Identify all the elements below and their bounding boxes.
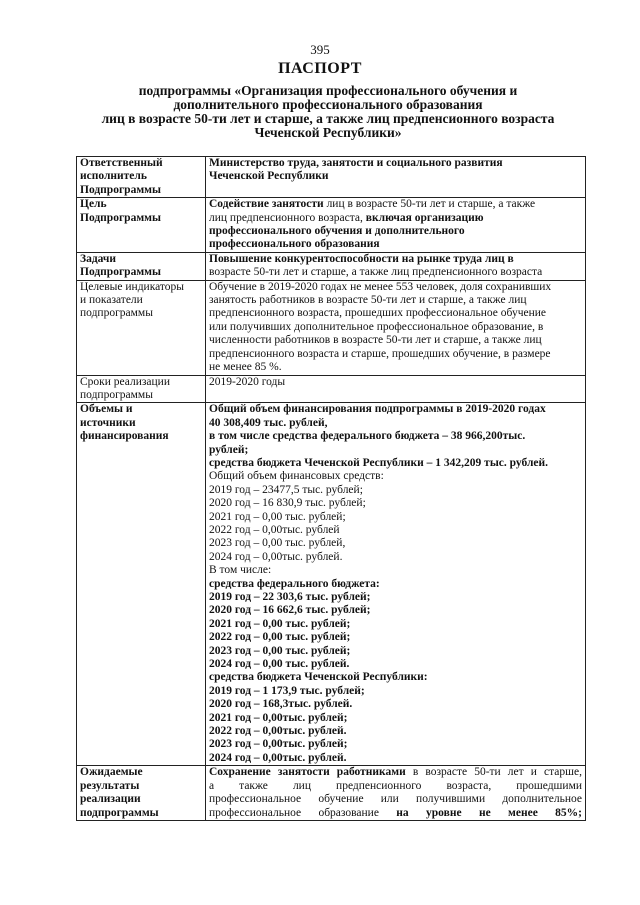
row-label-line: Задачи	[80, 252, 117, 265]
row-value-line: Общий объем финансирования подпрограммы в 2019-2020 годах	[209, 403, 546, 416]
passport-row	[77, 252, 586, 280]
value-text-segment: Содействие занятости	[209, 198, 324, 211]
passport-table	[76, 156, 586, 821]
row-value-cell	[206, 198, 586, 253]
row-value-line: в том числе средства федерального бюджета – 38 966,200тыс.	[209, 430, 526, 443]
row-value-cell	[206, 375, 586, 403]
row-value-line: Чеченской Республики	[209, 170, 329, 183]
row-value-line: В том числе:	[209, 564, 272, 577]
row-value-line: Повышение конкурентоспособности на рынке труда лиц в	[209, 252, 514, 265]
row-label-line: источники	[80, 416, 136, 429]
row-value-line: предпенсионного возраста и старше, прошедших обучение, в размере	[209, 347, 551, 360]
passport-row	[77, 375, 586, 403]
row-label-line: Подпрограммы	[80, 266, 161, 279]
row-value-line: 40 308,409 тыс. рублей,	[209, 416, 328, 429]
row-value-line: численности работников в возрасте 50-ти лет и старше, а также лиц	[209, 334, 542, 347]
passport-row	[77, 280, 586, 375]
document-title: ПАСПОРТ	[278, 60, 362, 77]
row-label-line: подпрограммы	[80, 806, 159, 819]
row-label-line: Целевые индикаторы	[80, 280, 185, 293]
row-value-line: 2019-2020 годы	[209, 375, 286, 388]
row-value-line: 2022 год – 0,00тыс. рублей.	[209, 725, 347, 738]
row-label-line: подпрограммы	[80, 307, 153, 320]
row-value-line: средства федерального бюджета:	[209, 577, 380, 590]
row-value-line: Общий объем финансовых средств:	[209, 470, 384, 483]
row-value-line: занятость работников в возрасте 50-ти лет и старше, а также лиц	[209, 294, 527, 307]
row-value-line: 2021 год – 0,00 тыс. рублей;	[209, 617, 351, 630]
row-value-line: 2024 год – 0,00тыс. рублей.	[209, 751, 347, 764]
row-label-line: Сроки реализации	[80, 375, 170, 388]
row-value-cell	[206, 403, 586, 766]
row-label-line: результаты	[80, 779, 140, 792]
row-label-cell	[77, 157, 206, 198]
row-value-line: 2023 год – 0,00тыс. рублей;	[209, 738, 348, 751]
row-label-line: финансирования	[80, 430, 169, 443]
row-label-line: исполнитель	[80, 170, 147, 183]
value-text-segment: профессиональное образование	[209, 806, 397, 819]
passport-row	[77, 403, 586, 766]
document-subtitle	[78, 84, 578, 140]
passport-row	[77, 157, 586, 198]
subtitle-line: дополнительного профессионального образования	[173, 97, 483, 112]
row-label-line: Подпрограммы	[80, 183, 161, 196]
row-label-line: реализации	[80, 793, 141, 806]
row-value-line	[209, 766, 582, 779]
passport-row	[77, 766, 586, 821]
value-text-segment: включая организацию	[365, 211, 484, 224]
row-value-line: 2022 год – 0,00тыс. рублей	[209, 523, 340, 536]
row-label-cell	[77, 198, 206, 253]
row-value-line	[209, 807, 582, 820]
row-value-line: 2021 год – 0,00 тыс. рублей;	[209, 510, 346, 523]
row-value-line: 2024 год – 0,00 тыс. рублей.	[209, 658, 350, 671]
value-text-segment: лиц в возрасте 50-ти лет и старше, а также	[323, 198, 536, 211]
row-value-cell	[206, 280, 586, 375]
row-label-line: Подпрограммы	[80, 211, 161, 224]
row-value-line: не менее 85 %.	[209, 361, 282, 374]
subtitle-line: Чеченской Республики»	[254, 125, 402, 140]
row-label-cell	[77, 280, 206, 375]
row-value-line: 2019 год – 1 173,9 тыс. рублей;	[209, 684, 365, 697]
row-value-line: 2023 год – 0,00 тыс. рублей,	[209, 537, 346, 550]
row-value-line: 2020 год – 16 830,9 тыс. рублей;	[209, 497, 366, 510]
row-value-line: 2020 год – 16 662,6 тыс. рублей;	[209, 604, 371, 617]
value-text-segment: на уровне не менее 85%;	[396, 806, 582, 819]
row-value-line: профессионального образования	[209, 238, 380, 251]
row-label-line: подпрограммы	[80, 388, 153, 401]
row-label-line: Ожидаемые	[80, 766, 143, 779]
row-value-line: профессиональное обучение или получившими дополнительное	[209, 793, 582, 806]
page-number: 395	[310, 42, 330, 57]
row-value-line	[209, 212, 582, 225]
row-value-line: рублей;	[209, 443, 249, 456]
row-label-cell	[77, 375, 206, 403]
row-value-cell	[206, 766, 586, 821]
passport-row	[77, 198, 586, 253]
row-value-cell	[206, 157, 586, 198]
row-label-cell	[77, 766, 206, 821]
row-value-line: 2019 год – 23477,5 тыс. рублей;	[209, 483, 363, 496]
row-value-line: 2019 год – 22 303,6 тыс. рублей;	[209, 591, 371, 603]
row-label-line: Цель	[80, 198, 107, 211]
row-value-line: предпенсионного возраста, прошедших профессиональное обучение	[209, 307, 547, 320]
row-value-cell	[206, 252, 586, 280]
row-value-line: Министерство труда, занятости и социального развития	[209, 157, 503, 169]
row-value-line: или получивших дополнительное профессиональное образование, в	[209, 320, 544, 333]
subtitle-line: подпрограммы «Организация профессионального обучения и	[138, 83, 518, 98]
row-label-line: и показатели	[80, 294, 143, 307]
row-value-line: профессионального обучения и дополнительного	[209, 225, 465, 238]
value-text-segment: в возрасте 50-ти лет и старше,	[405, 766, 582, 779]
row-value-line: средства бюджета Чеченской Республики:	[209, 671, 428, 684]
row-label-cell	[77, 252, 206, 280]
row-value-line: средства бюджета Чеченской Республики – 1 342,209 тыс. рублей.	[209, 456, 549, 469]
value-text-segment: лиц предпенсионного возраста,	[209, 211, 366, 224]
row-value-line: 2020 год – 168,3тыс. рублей.	[209, 698, 353, 711]
subtitle-line: лиц в возрасте 50-ти лет и старше, а также лиц предпенсионного возраста	[101, 111, 555, 126]
row-value-line: Обучение в 2019-2020 годах не менее 553 человек, доля сохранивших	[209, 280, 552, 293]
row-value-line	[209, 198, 582, 211]
row-label-line: Объемы и	[80, 403, 133, 416]
row-label-line: Ответственный	[80, 157, 163, 169]
row-value-line: 2023 год – 0,00 тыс. рублей;	[209, 644, 351, 657]
row-value-line: 2022 год – 0,00 тыс. рублей;	[209, 631, 351, 644]
passport-table-body	[77, 157, 586, 821]
row-value-line: возрасте 50-ти лет и старше, а также лиц предпенсионного возраста	[209, 266, 543, 279]
value-text-segment: Сохранение занятости работниками	[209, 766, 406, 779]
row-value-line: 2021 год – 0,00тыс. рублей;	[209, 711, 348, 724]
row-label-cell	[77, 403, 206, 766]
row-value-line: 2024 год – 0,00тыс. рублей.	[209, 550, 343, 563]
row-value-line: а также лиц предпенсионного возраста, прошедшими	[209, 779, 582, 792]
